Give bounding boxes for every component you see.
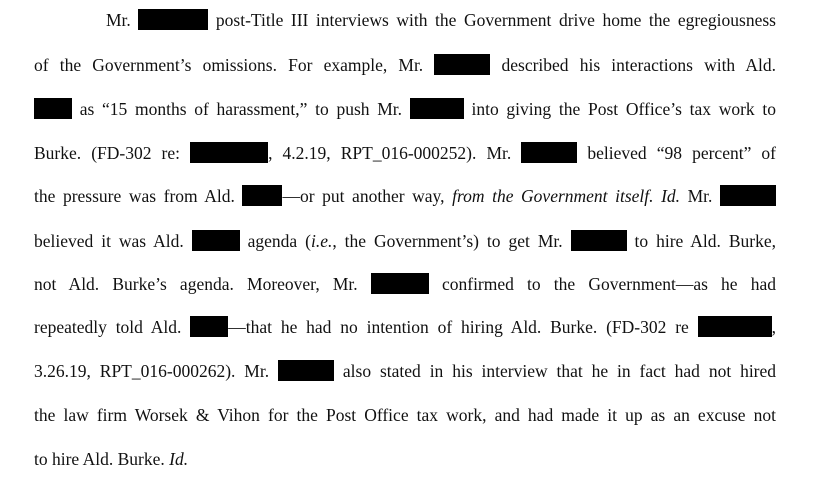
paragraph-line	[34, 403, 776, 427]
redaction-box	[571, 230, 627, 251]
line-text: into giving the Post Office’s tax work to	[471, 99, 776, 119]
line-text: not Ald. Burke’s agenda. Moreover, Mr.	[34, 274, 358, 294]
line-text: believed it was Ald.	[34, 231, 184, 251]
line-text: described his interactions with Ald.	[501, 55, 776, 75]
line-text: also stated in his interview that he in fact had not hired	[342, 361, 777, 381]
paragraph-line	[34, 272, 776, 296]
citation-id: Id.	[169, 449, 189, 469]
redaction-box	[698, 316, 772, 337]
line-text: , the Government’s) to get Mr.	[332, 231, 563, 251]
redaction-box	[278, 360, 334, 381]
redaction-box	[410, 98, 464, 119]
line-text: ,	[771, 317, 777, 337]
line-text: 3.26.19, RPT_016-000262). Mr.	[34, 361, 270, 381]
line-text: Mr.	[687, 186, 713, 206]
redaction-box	[521, 142, 577, 163]
paragraph-line	[34, 97, 776, 121]
line-text: agenda (	[247, 231, 311, 251]
redaction-box	[192, 230, 240, 251]
paragraph-line	[34, 315, 776, 339]
citation-id: Id.	[661, 186, 681, 206]
paragraph-line	[34, 53, 776, 77]
line-text: —that he had no intention of hiring Ald. Burke. (FD-302 re	[228, 317, 689, 337]
redaction-box	[190, 142, 268, 163]
line-text: as “15 months of harassment,” to push Mr.	[79, 99, 403, 119]
redaction-box	[242, 185, 282, 206]
redaction-box	[720, 185, 776, 206]
paragraph-line	[34, 184, 776, 208]
paragraph-line	[34, 229, 776, 253]
redaction-box	[190, 316, 228, 337]
line-text: Mr.	[106, 10, 131, 30]
redaction-box	[138, 9, 208, 30]
italic-text: i.e.	[310, 231, 333, 251]
line-text: to hire Ald. Burke.	[34, 449, 165, 469]
line-text: believed “98 percent” of	[587, 143, 776, 163]
line-text: repeatedly told Ald.	[34, 317, 182, 337]
redaction-box	[34, 98, 72, 119]
line-text: to hire Ald. Burke,	[634, 231, 776, 251]
line-text: post-Title III interviews with the Government drive home the egregiousness	[215, 10, 776, 30]
line-text: the law firm Worsek & Vihon for the Post Office tax work, and had made it up as an excuse not	[34, 405, 776, 425]
line-text: confirmed to the Government—as he had	[441, 274, 776, 294]
italic-text: from the Government itself.	[452, 186, 654, 206]
line-text: the pressure was from Ald.	[34, 186, 235, 206]
paragraph-line	[34, 359, 776, 383]
redaction-box	[434, 54, 490, 75]
line-text: , 4.2.19, RPT_016-000252). Mr.	[268, 143, 512, 163]
line-text: of the Government’s omissions. For example, Mr.	[34, 55, 424, 75]
paragraph-line	[34, 141, 776, 165]
line-text: —or put another way,	[282, 186, 445, 206]
paragraph-line	[106, 8, 776, 32]
paragraph-line	[34, 447, 776, 471]
redaction-box	[371, 273, 429, 294]
line-text: Burke. (FD-302 re:	[34, 143, 181, 163]
